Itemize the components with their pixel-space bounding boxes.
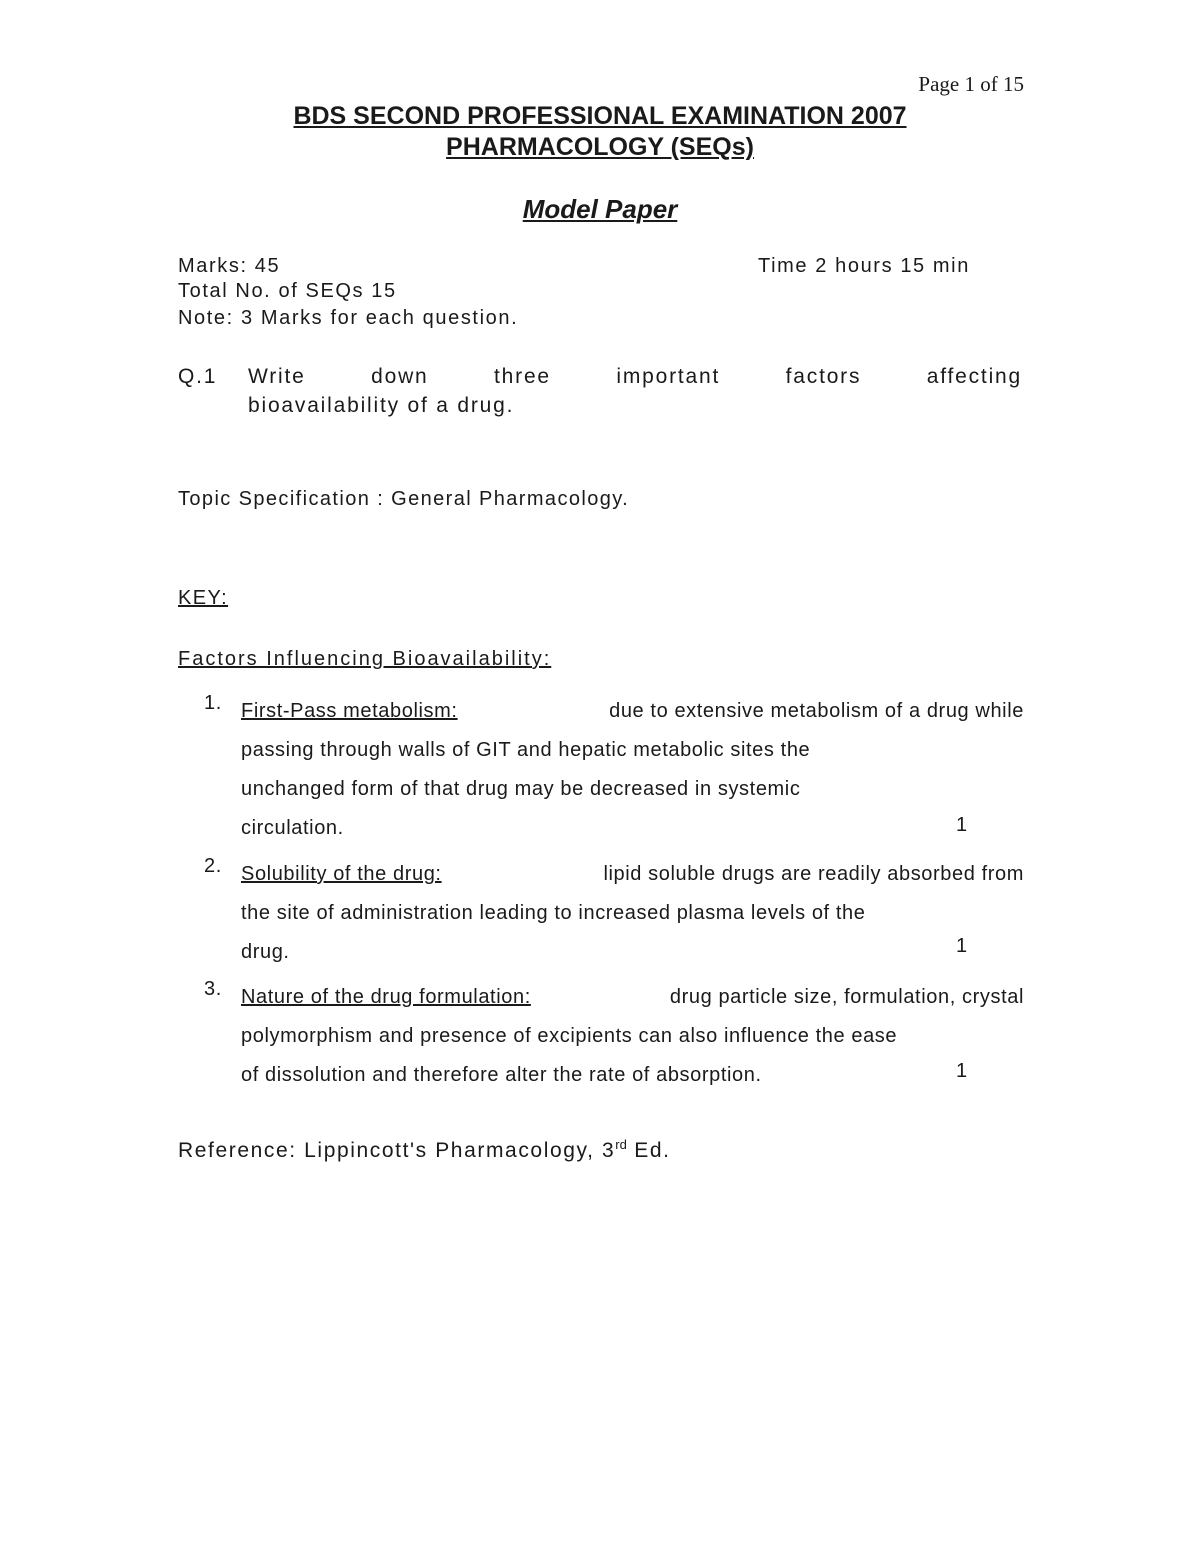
reference-text (178, 1137, 671, 1163)
question-word: down (371, 365, 429, 388)
item-number: 1. (204, 692, 222, 714)
item-line: the site of administration leading to increased plasma levels of the (241, 902, 866, 924)
item-mark: 1 (956, 935, 968, 957)
page-number: Page 1 of 15 (918, 72, 1024, 96)
item-line: drug. (241, 941, 290, 963)
time-text: Time 2 hours 15 min (758, 255, 970, 277)
item-line: unchanged form of that drug may be decreased in systemic (241, 778, 801, 800)
factors-heading: Factors Influencing Bioavailability: (178, 648, 552, 670)
item-mark: 1 (956, 1060, 968, 1082)
item-body (241, 692, 1024, 848)
total-seqs-text: Total No. of SEQs 15 (178, 280, 397, 302)
marks-text: Marks: 45 (178, 255, 281, 277)
item-number: 3. (204, 978, 222, 1000)
reference-superscript: rd (615, 1137, 627, 1152)
item-line: of dissolution and therefore alter the rate of absorption. (241, 1064, 762, 1086)
reference-suffix: Ed. (626, 1139, 671, 1162)
topic-specification: Topic Specification : General Pharmacology. (178, 488, 630, 510)
key-label: KEY: (178, 587, 229, 609)
question-word: three (494, 365, 551, 388)
item-text: drug particle size, formulation, crystal (669, 986, 1024, 1008)
item-line: polymorphism and presence of excipients can also influence the ease (241, 1025, 898, 1047)
item-term: First-Pass metabolism: (241, 700, 458, 722)
item-term: Solubility of the drug: (241, 863, 442, 885)
item-text: due to extensive metabolism of a drug while (609, 700, 1024, 722)
item-body (241, 855, 1024, 972)
subject-title: PHARMACOLOGY (SEQs) (446, 133, 754, 161)
item-line (241, 855, 1024, 894)
question-label: Q.1 (178, 365, 218, 388)
note-text: Note: 3 Marks for each question. (178, 307, 519, 329)
question-word: Write (248, 365, 306, 388)
question-word: factors (785, 365, 862, 388)
item-line: circulation. (241, 817, 344, 839)
reference-prefix: Reference: Lippincott's Pharmacology, 3 (178, 1139, 616, 1162)
question-line-2: bioavailability of a drug. (248, 394, 515, 417)
paper-subtitle: Model Paper (522, 194, 678, 224)
question-word: important (616, 365, 721, 388)
item-number: 2. (204, 855, 222, 877)
item-text: lipid soluble drugs are readily absorbed from (603, 863, 1024, 885)
question-word: affecting (926, 365, 1022, 388)
item-body (241, 978, 1024, 1095)
item-line (241, 978, 1024, 1017)
exam-title: BDS SECOND PROFESSIONAL EXAMINATION 2007 (293, 102, 907, 130)
question-line-1 (248, 365, 1022, 389)
item-term: Nature of the drug formulation: (241, 986, 531, 1008)
item-line (241, 692, 1024, 731)
item-line: passing through walls of GIT and hepatic metabolic sites the (241, 739, 811, 761)
item-mark: 1 (956, 814, 968, 836)
